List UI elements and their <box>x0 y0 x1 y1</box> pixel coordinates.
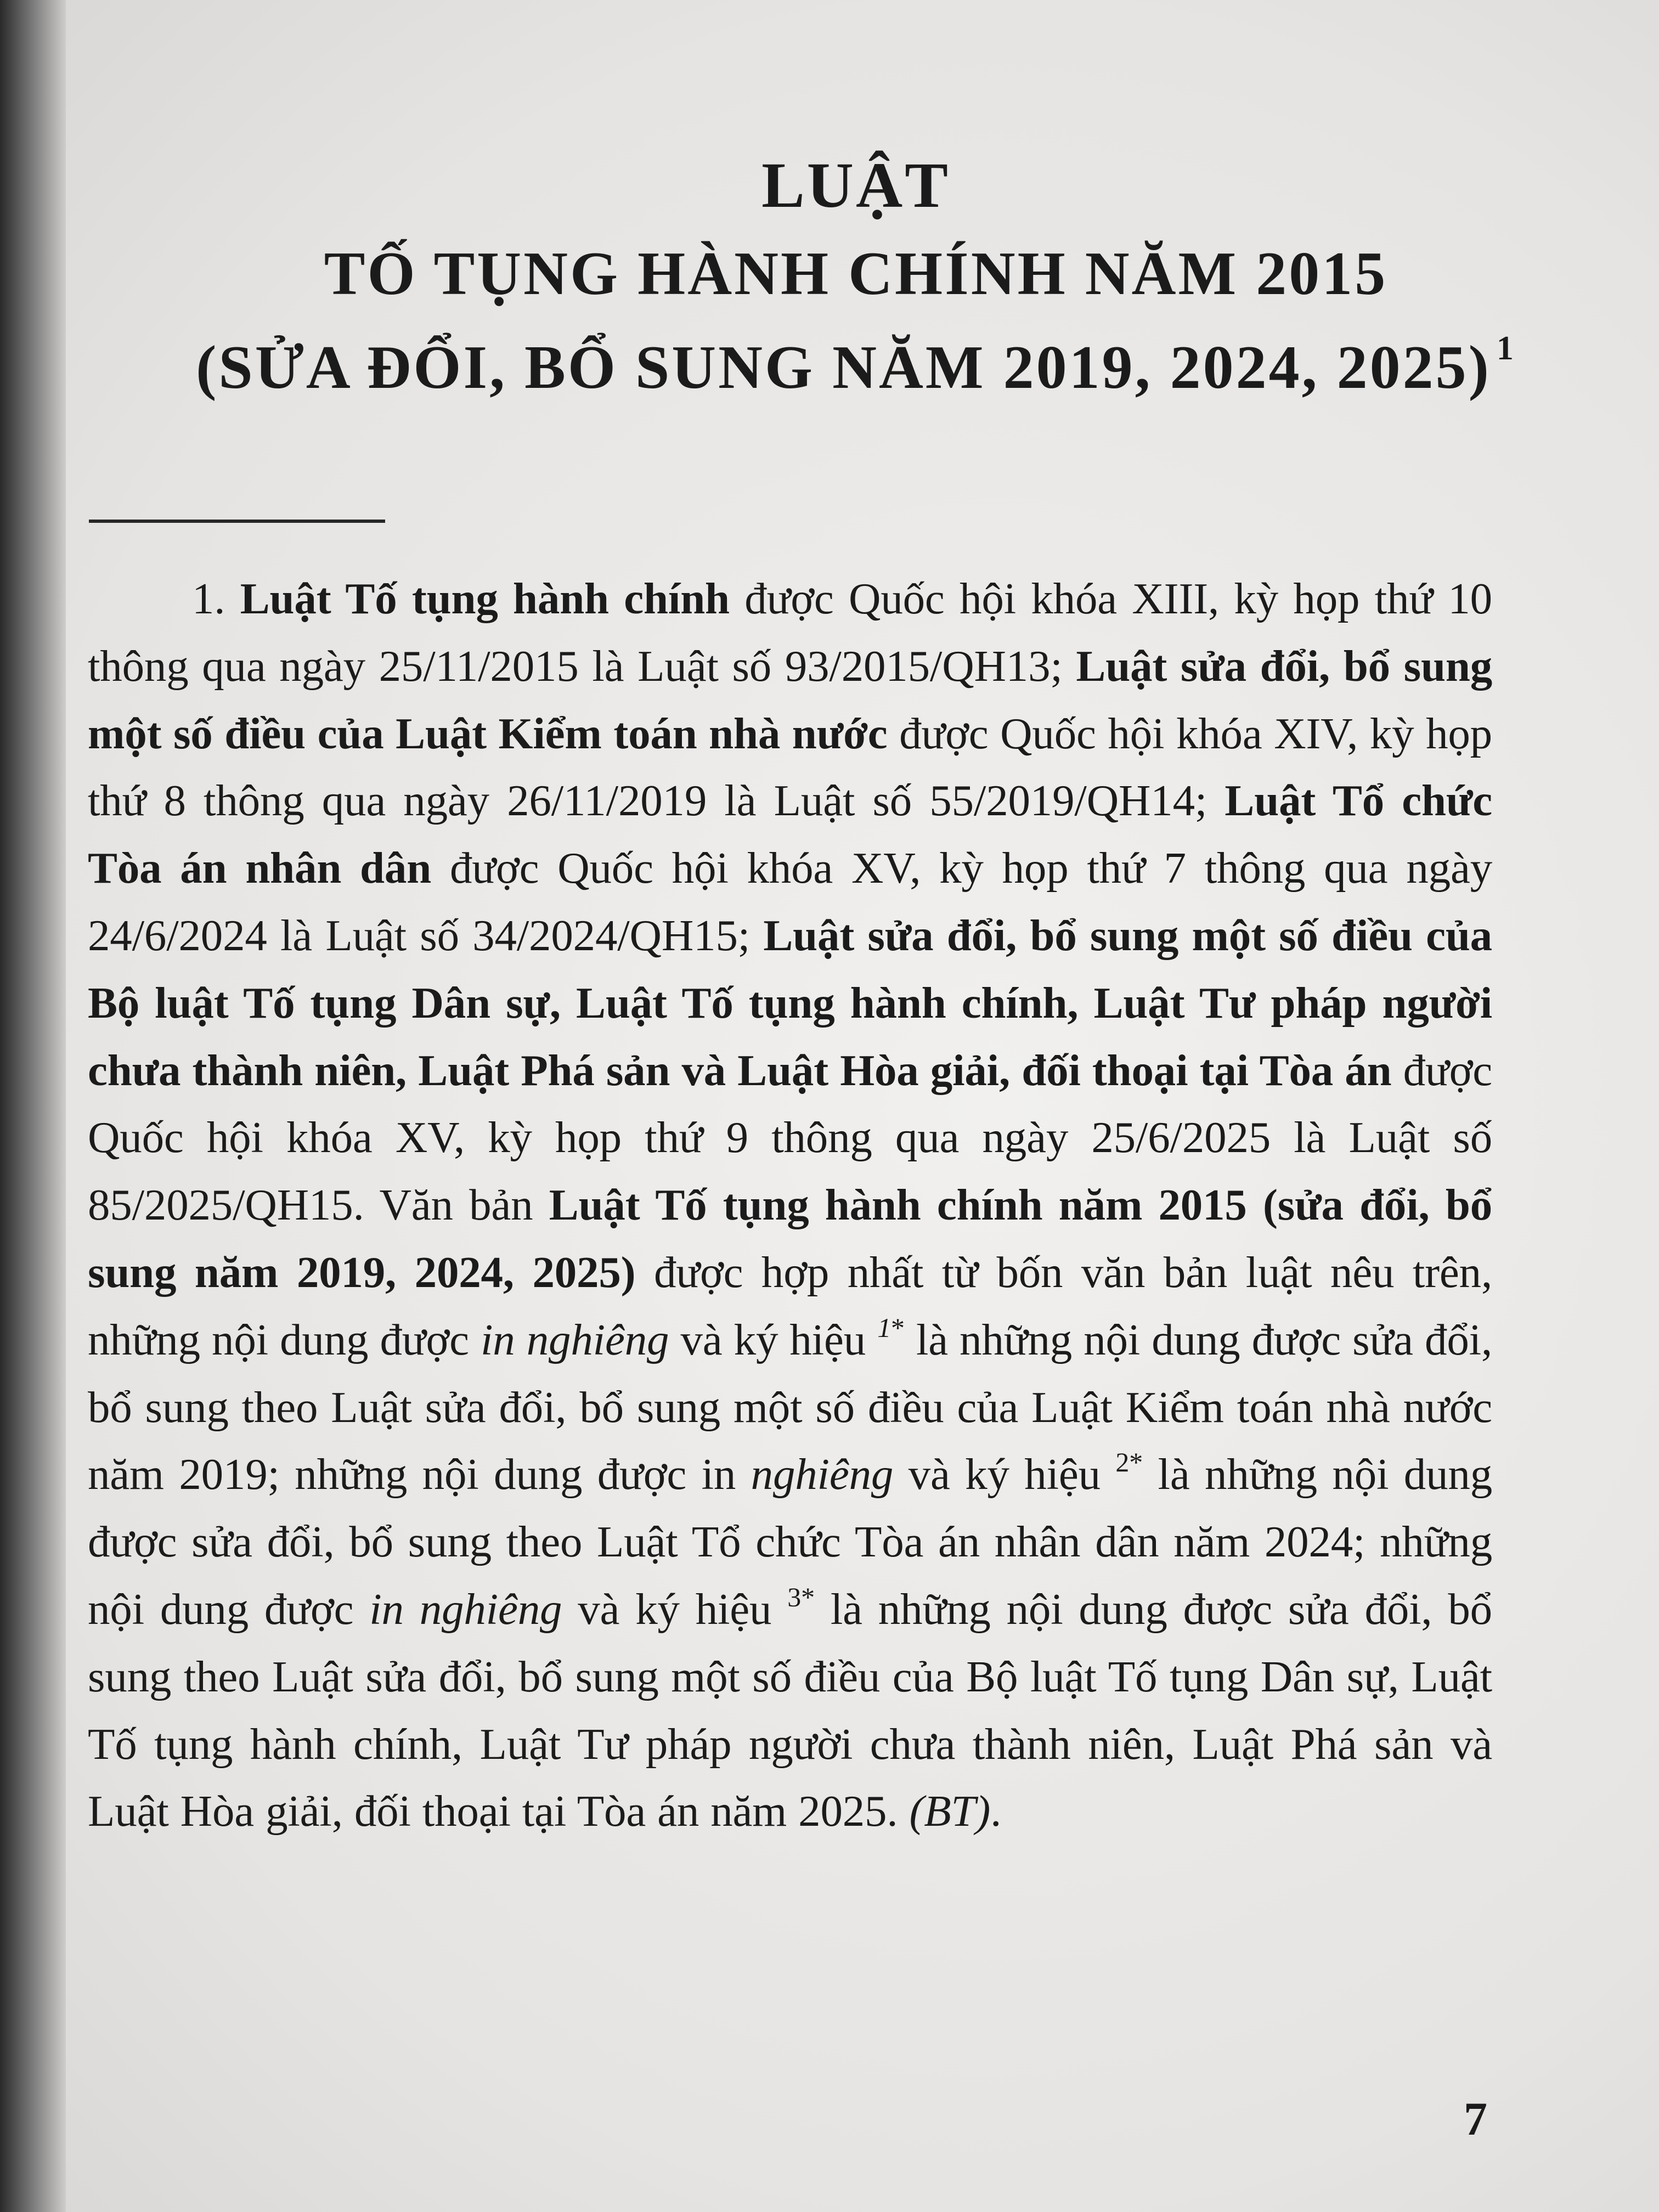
law-name-bold: Luật sửa đổi, bổ sung một số điều của Luật Kiểm toán nhà nước <box>88 641 1492 758</box>
footnote-text: là những nội dung được sửa đổi, bổ sung theo Luật sửa đổi, bổ sung một số điều của Luật Kiểm toán nhà nước năm 2019; những nội dung được in <box>88 1314 1493 1499</box>
footnote-text: được Quốc hội khóa XV, kỳ họp thứ 9 thông qua ngày 25/6/2025 là Luật số 85/2025/QH15. Văn bản <box>88 1045 1492 1230</box>
footnote-text: được Quốc hội khóa XIV, kỳ họp thứ 8 thông qua ngày 26/11/2019 là Luật số 55/2019/QH14; <box>88 708 1492 826</box>
amendment-marker-star: * <box>801 1581 815 1612</box>
italic-term: nghiêng <box>751 1449 894 1499</box>
footnote-text: được Quốc hội khóa XV, kỳ họp thứ 7 thông qua ngày 24/6/2024 là Luật số 34/2024/QH15; <box>88 843 1492 960</box>
page-number: 7 <box>1464 2092 1487 2145</box>
footnote-text: . <box>990 1786 1002 1836</box>
footnote-number: 1. <box>192 574 240 623</box>
law-title-amendments <box>88 329 1624 403</box>
law-title-heading: LUẬT <box>761 149 950 221</box>
amendment-marker <box>787 1582 815 1612</box>
footnote-text: và ký hiệu <box>669 1314 878 1364</box>
editor-note-italic: (BT) <box>909 1786 991 1836</box>
footnote-text: là những nội dung được sửa đổi, bổ sung theo Luật Tổ chức Tòa án nhân dân năm 2024; những nội dung được <box>88 1449 1492 1634</box>
footnote-text: và ký hiệu <box>562 1584 788 1634</box>
footnote-text: là những nội dung được sửa đổi, bổ sung theo Luật sửa đổi, bổ sung một số điều của Bộ luật Tố tụng Dân sự, Luật Tố tụng hành chính, Luật Tư pháp người chưa thành niên, Luật Phá sản và Luật Hòa giải, đối thoại tại Tòa án năm 2025. <box>88 1584 1492 1836</box>
amendment-marker-star: * <box>1129 1447 1143 1478</box>
footnote-text: được Quốc hội khóa XIII, kỳ họp thứ 10 thông qua ngày 25/11/2015 là Luật số 93/2015/QH13; <box>88 574 1492 691</box>
law-title-name: TỐ TỤNG HÀNH CHÍNH NĂM 2015 <box>324 240 1388 308</box>
footnote-separator-rule <box>89 520 385 523</box>
amendment-marker-number: 1 <box>877 1312 891 1343</box>
amendment-marker <box>1115 1447 1143 1477</box>
page-gutter-shadow <box>0 0 66 2212</box>
title-footnote-marker: 1 <box>1496 330 1516 367</box>
law-name-bold: Luật sửa đổi, bổ sung một số điều của Bộ luật Tố tụng Dân sự, Luật Tố tụng hành chính, Luật Tư pháp người chưa thành niên, Luật Phá sản và Luật Hòa giải, đối thoại tại Tòa án <box>88 910 1492 1095</box>
footnote-paragraph <box>88 565 1492 1845</box>
italic-term: in nghiêng <box>480 1314 669 1364</box>
amendment-marker <box>877 1312 905 1343</box>
law-name-bold: Luật Tố tụng hành chính <box>240 574 730 623</box>
amendment-marker-number: 2 <box>1115 1447 1130 1478</box>
amendment-marker-star: * <box>891 1312 905 1343</box>
law-title-amendments-text: (SỬA ĐỔI, BỔ SUNG NĂM 2019, 2024, 2025) <box>196 334 1491 402</box>
italic-term: in nghiêng <box>369 1584 562 1634</box>
footnote-text: được hợp nhất từ bốn văn bản luật nêu trên, những nội dung được <box>88 1247 1492 1364</box>
law-name-bold: Luật Tổ chức Tòa án nhân dân <box>88 776 1492 893</box>
amendment-marker-number: 3 <box>787 1581 802 1612</box>
consolidated-law-name-bold: Luật Tố tụng hành chính năm 2015 (sửa đổi, bổ sung năm 2019, 2024, 2025) <box>88 1180 1493 1297</box>
footnote-text: và ký hiệu <box>893 1449 1116 1499</box>
